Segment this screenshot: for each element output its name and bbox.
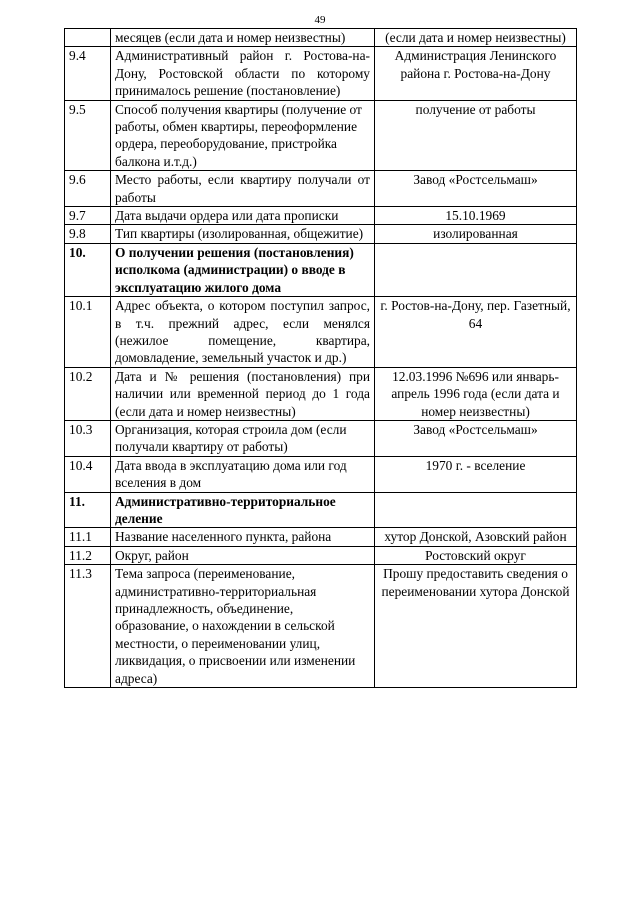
row-number: 9.4 [65, 47, 111, 100]
table-row [65, 29, 577, 47]
table-row [65, 100, 577, 171]
table-row [65, 171, 577, 207]
row-value: Ростовский округ [375, 546, 577, 564]
row-description: Округ, район [111, 546, 375, 564]
table-row [65, 528, 577, 546]
request-form-table [64, 28, 577, 688]
table-row [65, 546, 577, 564]
request-form-body [65, 29, 577, 688]
row-number: 11.2 [65, 546, 111, 564]
row-description: Адрес объекта, о котором поступил запрос, в т.ч. прежний адрес, если менялся (нежилое помещение, квартира, домовладение, земельный участок и др.) [111, 297, 375, 368]
row-number: 11.3 [65, 565, 111, 688]
row-number [65, 29, 111, 47]
row-value: Завод «Ростсельмаш» [375, 420, 577, 456]
row-value: Администрация Ленинского района г. Ростова-на-Дону [375, 47, 577, 100]
row-value: 15.10.1969 [375, 207, 577, 225]
row-description: Способ получения квартиры (получение от работы, обмен квартиры, переоформление ордера, переоборудование, пристройка балкона и.т.д.) [111, 100, 375, 171]
row-number: 10.1 [65, 297, 111, 368]
row-number: 9.6 [65, 171, 111, 207]
row-value [375, 492, 577, 528]
row-number: 9.7 [65, 207, 111, 225]
row-description: Дата выдачи ордера или дата прописки [111, 207, 375, 225]
row-value: 1970 г. - вселение [375, 456, 577, 492]
section-number: 11. [65, 492, 111, 528]
row-value: Завод «Ростсельмаш» [375, 171, 577, 207]
row-value: получение от работы [375, 100, 577, 171]
row-description: Административный район г. Ростова-на-Дону, Ростовской области по которому принималось решение (постановление) [111, 47, 375, 100]
table-row [65, 47, 577, 100]
row-description: Место работы, если квартиру получали от работы [111, 171, 375, 207]
row-value [375, 243, 577, 296]
row-number: 10.4 [65, 456, 111, 492]
section-header-row [65, 492, 577, 528]
row-description: Тема запроса (переименование, административно-территориальная принадлежность, объединение, образование, о нахождении в сельской местности, о переименовании улиц, ликвидация, о присвоении или изменении адреса) [111, 565, 375, 688]
row-description: Организация, которая строила дом (если получали квартиру от работы) [111, 420, 375, 456]
row-value: хутор Донской, Азовский район [375, 528, 577, 546]
section-number: 10. [65, 243, 111, 296]
row-value: г. Ростов-на-Дону, пер. Газетный, 64 [375, 297, 577, 368]
row-description: месяцев (если дата и номер неизвестны) [111, 29, 375, 47]
row-value: Прошу предоставить сведения о переименовании хутора Донской [375, 565, 577, 688]
row-description: Тип квартиры (изолированная, общежитие) [111, 225, 375, 243]
row-number: 11.1 [65, 528, 111, 546]
row-value: 12.03.1996 №696 или январь-апрель 1996 года (если дата и номер неизвестны) [375, 367, 577, 420]
table-row [65, 420, 577, 456]
table-row [65, 207, 577, 225]
row-value: (если дата и номер неизвестны) [375, 29, 577, 47]
table-row [65, 456, 577, 492]
table-row [65, 367, 577, 420]
row-number: 10.2 [65, 367, 111, 420]
row-value: изолированная [375, 225, 577, 243]
section-title: Административно-территориальное деление [111, 492, 375, 528]
row-number: 9.8 [65, 225, 111, 243]
table-row [65, 225, 577, 243]
section-header-row [65, 243, 577, 296]
table-row [65, 297, 577, 368]
table-row [65, 565, 577, 688]
row-number: 10.3 [65, 420, 111, 456]
page-number: 49 [314, 14, 326, 26]
row-number: 9.5 [65, 100, 111, 171]
section-title: О получении решения (постановления) исполкома (администрации) о вводе в эксплуатацию жилого дома [111, 243, 375, 296]
row-description: Дата ввода в эксплуатацию дома или год вселения в дом [111, 456, 375, 492]
row-description: Дата и № решения (постановления) при наличии или временной период до 1 года (если дата и номер неизвестны) [111, 367, 375, 420]
row-description: Название населенного пункта, района [111, 528, 375, 546]
